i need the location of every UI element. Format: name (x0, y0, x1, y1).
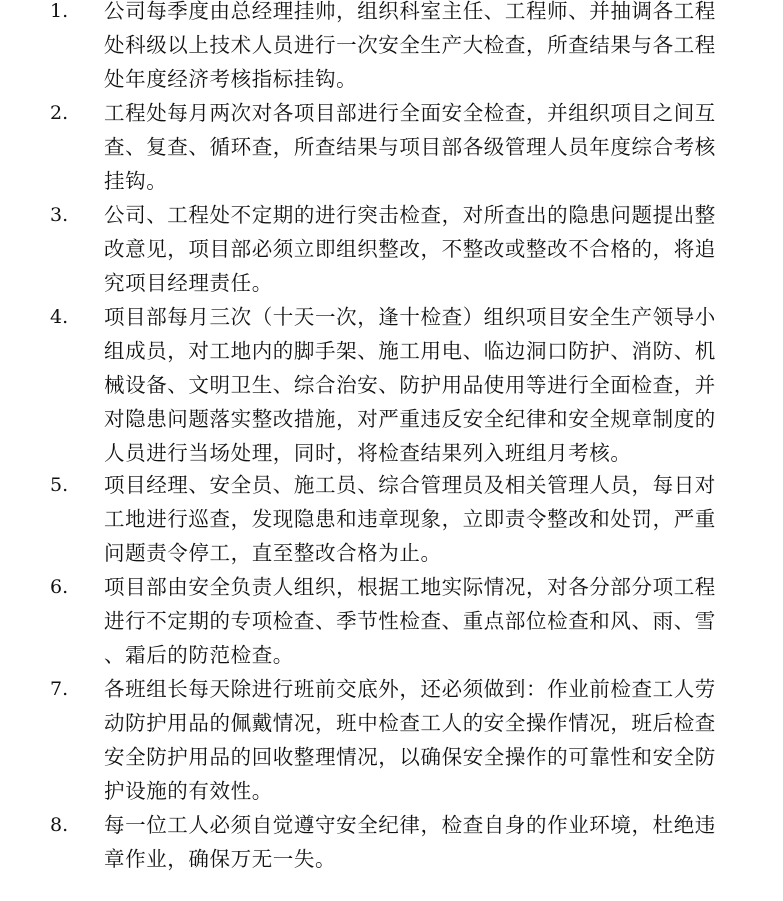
item-number: 3. (50, 204, 69, 226)
item-number: 4. (50, 306, 69, 328)
item-text-line: 改意见，项目部必须立即组织整改，不整改或整改不合格的，将追 (104, 237, 716, 261)
list-item (0, 198, 783, 300)
item-text-line: 护设施的有效性。 (104, 779, 273, 803)
item-text-line: 问题责令停工，直至整改合格为止。 (104, 541, 442, 565)
item-text-line: 项目部由安全负责人组织，根据工地实际情况，对各分部分项工程 (104, 575, 716, 599)
item-number: 5. (50, 474, 69, 496)
item-text-line: 人员进行当场处理，同时，将检查结果列入班组月考核。 (104, 441, 632, 465)
item-text-line: 安全防护用品的回收整理情况，以确保安全操作的可靠性和安全防 (104, 745, 716, 769)
list-item (0, 570, 783, 672)
list-item (0, 0, 783, 96)
item-text-line: 每一位工人必须自觉遵守安全纪律，检查自身的作业环境，杜绝违 (104, 813, 716, 837)
list-item (0, 808, 783, 876)
item-text-line: 各班组长每天除进行班前交底外，还必须做到：作业前检查工人劳 (104, 677, 716, 701)
item-text-line: 公司、工程处不定期的进行突击检查，对所查出的隐患问题提出整 (104, 203, 716, 227)
item-text-line: 处科级以上技术人员进行一次安全生产大检查，所查结果与各工程 (104, 33, 716, 57)
item-text-line: 械设备、文明卫生、综合治安、防护用品使用等进行全面检查，并 (104, 373, 716, 397)
item-number: 7. (50, 678, 69, 700)
item-text-line: 项目经理、安全员、施工员、综合管理员及相关管理人员，每日对 (104, 473, 716, 497)
item-text-line: 动防护用品的佩戴情况，班中检查工人的安全操作情况，班后检查 (104, 711, 716, 735)
item-text-line: 查、复查、循环查，所查结果与项目部各级管理人员年度综合考核 (104, 135, 716, 159)
item-text-line: 对隐患问题落实整改措施，对严重违反安全纪律和安全规章制度的 (104, 407, 716, 431)
list-item (0, 468, 783, 570)
item-text-line: 挂钩。 (104, 169, 168, 193)
item-text-line: 进行不定期的专项检查、季节性检查、重点部位检查和风、雨、雪 (104, 609, 716, 633)
list-item (0, 300, 783, 470)
item-text-line: 工地进行巡查，发现隐患和违章现象，立即责令整改和处罚，严重 (104, 507, 716, 531)
item-text-line: 、霜后的防范检查。 (104, 643, 294, 667)
item-text-line: 处年度经济考核指标挂钩。 (104, 67, 358, 91)
item-text-line: 工程处每月两次对各项目部进行全面安全检查，并组织项目之间互 (104, 101, 716, 125)
item-text-line: 章作业，确保万无一失。 (104, 847, 337, 871)
item-number: 6. (50, 576, 69, 598)
item-text-line: 项目部每月三次（十天一次，逢十检查）组织项目安全生产领导小 (104, 305, 716, 329)
item-text-line: 组成员，对工地内的脚手架、施工用电、临边洞口防护、消防、机 (104, 339, 716, 363)
list-item (0, 672, 783, 808)
item-number: 8. (50, 814, 69, 836)
item-number: 2. (50, 102, 69, 124)
item-text-line: 究项目经理责任。 (104, 271, 273, 295)
item-number: 1. (50, 0, 69, 22)
list-item (0, 96, 783, 198)
item-text-line: 公司每季度由总经理挂帅，组织科室主任、工程师、并抽调各工程 (104, 0, 716, 23)
